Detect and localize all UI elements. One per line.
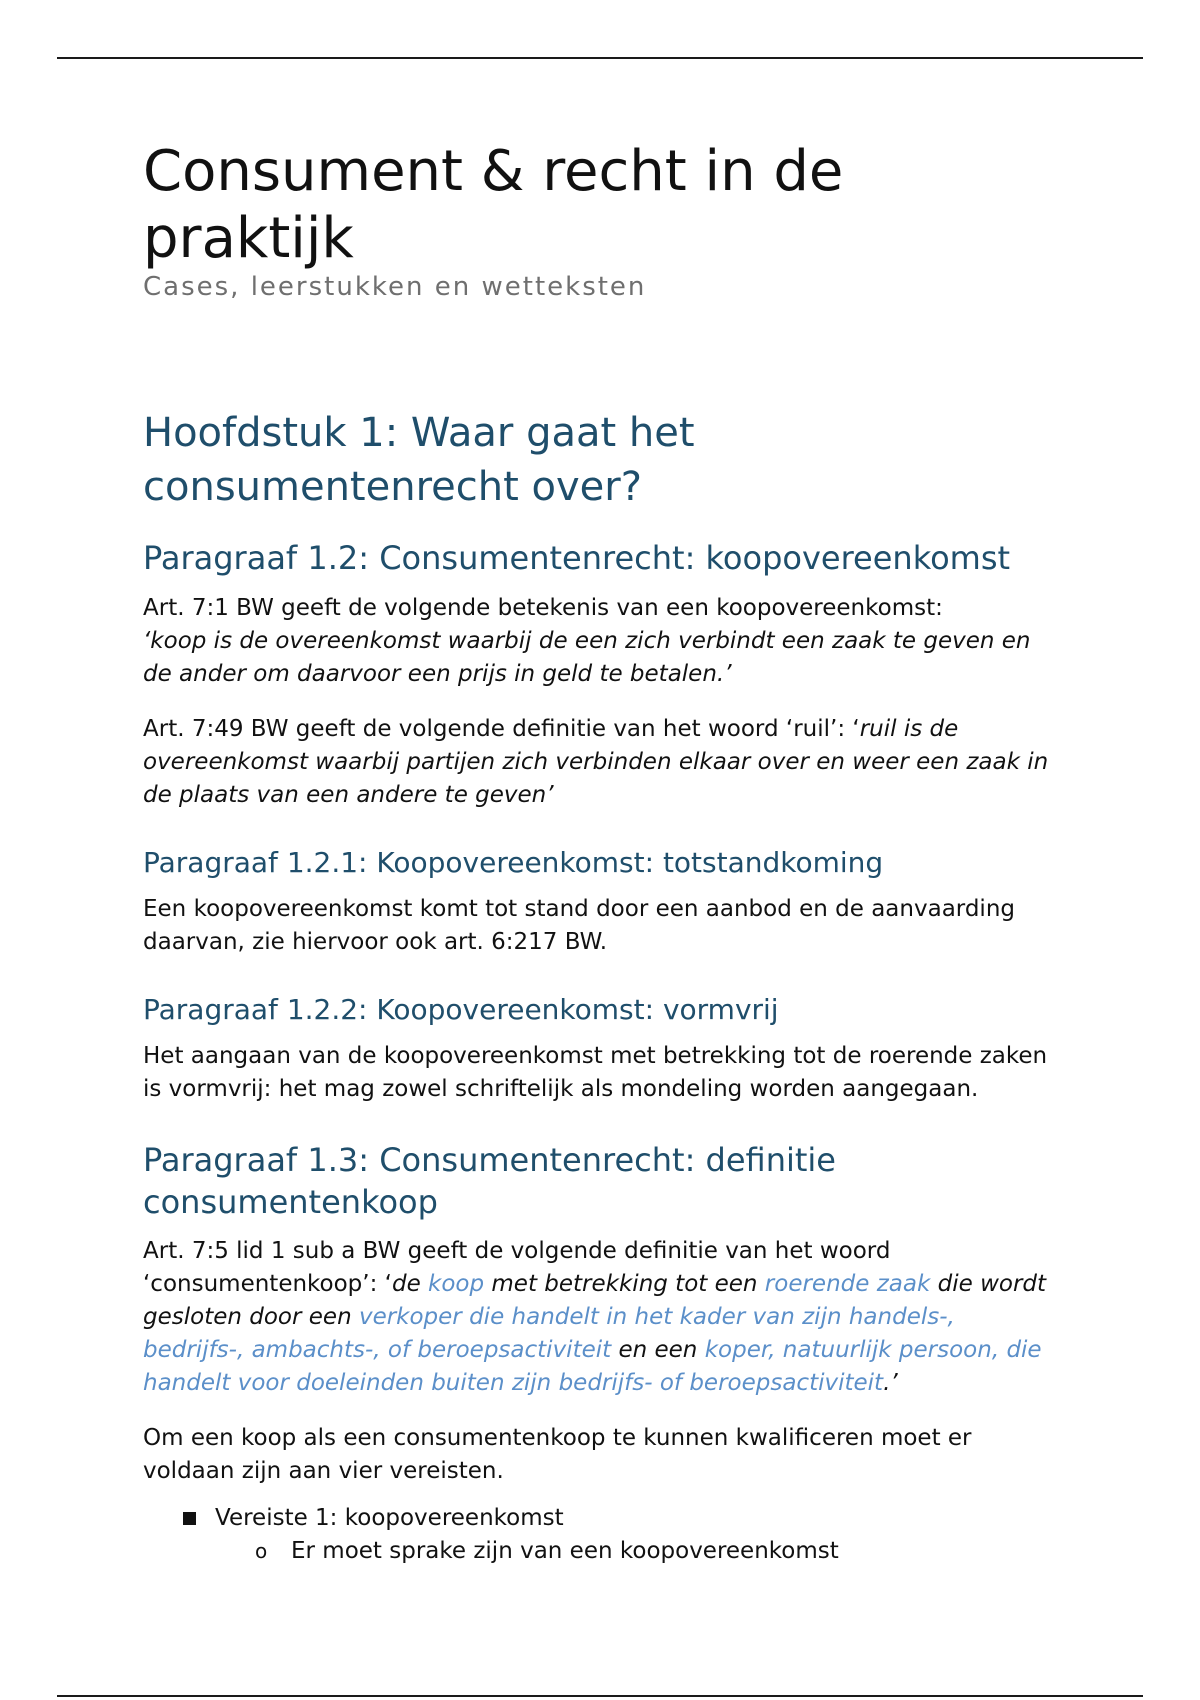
def-link-koop[interactable]: koop bbox=[428, 1271, 485, 1298]
ruil-definition-intro: Art. 7:49 BW geeft de volgende definitie van het woord ‘ruil’: ‘ bbox=[143, 715, 860, 742]
def-part-e: die wordt gesloten door een bbox=[143, 1271, 1047, 1331]
sub-list bbox=[215, 1535, 1063, 1568]
section-heading-1-2-1: Paragraaf 1.2.1: Koopovereenkomst: totstandkoming bbox=[143, 845, 884, 879]
sub-list-item bbox=[255, 1535, 1063, 1568]
document-body bbox=[143, 138, 1063, 1568]
paragraph-totstandkoming: Een koopovereenkomst komt tot stand door een aanbod en de aanvaarding daarvan, zie hiervoor ook art. 6:217 BW. bbox=[143, 895, 1016, 955]
koop-definition-intro: Art. 7:1 BW geeft de volgende betekenis van een koopovereenkomst: bbox=[143, 594, 943, 621]
def-part-a: de bbox=[391, 1271, 429, 1298]
paragraph-consumentenkoop-definition bbox=[143, 1235, 1063, 1400]
square-bullet-icon bbox=[183, 1512, 196, 1525]
def-link-roerende-zaak[interactable]: roerende zaak bbox=[764, 1271, 931, 1298]
section-heading-1-3: Paragraaf 1.3: Consumentenrecht: definitie consumentenkoop bbox=[143, 1140, 836, 1221]
paragraph-vormvrij: Het aangaan van de koopovereenkomst met betrekking tot de roerende zaken is vormvrij: het mag zowel schriftelijk als mondeling worden aangegaan. bbox=[143, 1042, 1048, 1102]
list-item-label: Vereiste 1: koopovereenkomst bbox=[215, 1505, 564, 1532]
def-link-koper[interactable]: koper, natuurlijk persoon, die handelt voor doeleinden buiten zijn bedrijfs- of beroepsactiviteit bbox=[143, 1337, 1042, 1397]
document-title: Consument & recht in de praktijk bbox=[143, 139, 844, 272]
koop-definition-quote: ‘koop is de overeenkomst waarbij de een zich verbindt een zaak te geven en de ander om daarvoor een prijs in geld te betalen.’ bbox=[143, 627, 1031, 687]
section-heading-1-2-2: Paragraaf 1.2.2: Koopovereenkomst: vormvrij bbox=[143, 992, 779, 1026]
paragraph-vier-vereisten: Om een koop als een consumentenkoop te kunnen kwalificeren moet er voldaan zijn aan vier vereisten. bbox=[143, 1425, 972, 1485]
chapter-heading: Hoofdstuk 1: Waar gaat het consumentenrecht over? bbox=[143, 410, 695, 511]
section-heading-1-2: Paragraaf 1.2: Consumentenrecht: koopovereenkomst bbox=[143, 539, 1011, 578]
def-part-i: .’ bbox=[883, 1370, 898, 1397]
list-item bbox=[183, 1502, 1063, 1568]
consumentenkoop-intro: Art. 7:5 lid 1 sub a BW geeft de volgende definitie van het woord ‘consumentenkoop’: ‘ bbox=[143, 1238, 891, 1298]
def-link-verkoper[interactable]: verkoper die handelt in het kader van zijn handels-, bedrijfs-, ambachts-, of beroepsactiviteit bbox=[143, 1304, 955, 1364]
def-part-c: met betrekking tot een bbox=[484, 1271, 765, 1298]
requirements-list bbox=[143, 1502, 1063, 1568]
sub-list-item-label: Er moet sprake zijn van een koopovereenkomst bbox=[291, 1538, 839, 1565]
bottom-rule bbox=[57, 1695, 1143, 1697]
top-rule bbox=[57, 57, 1143, 59]
def-part-g: en een bbox=[611, 1337, 705, 1364]
circle-bullet-icon: o bbox=[255, 1539, 268, 1564]
paragraph-koop-definition bbox=[143, 592, 1063, 691]
document-subtitle: Cases, leerstukken en wetteksten bbox=[143, 272, 647, 303]
ruil-definition-quote: ruil is de overeenkomst waarbij partijen zich verbinden elkaar over en weer een zaak in de plaats van een andere te geven’ bbox=[143, 715, 1049, 808]
paragraph-ruil-definition bbox=[143, 713, 1063, 812]
